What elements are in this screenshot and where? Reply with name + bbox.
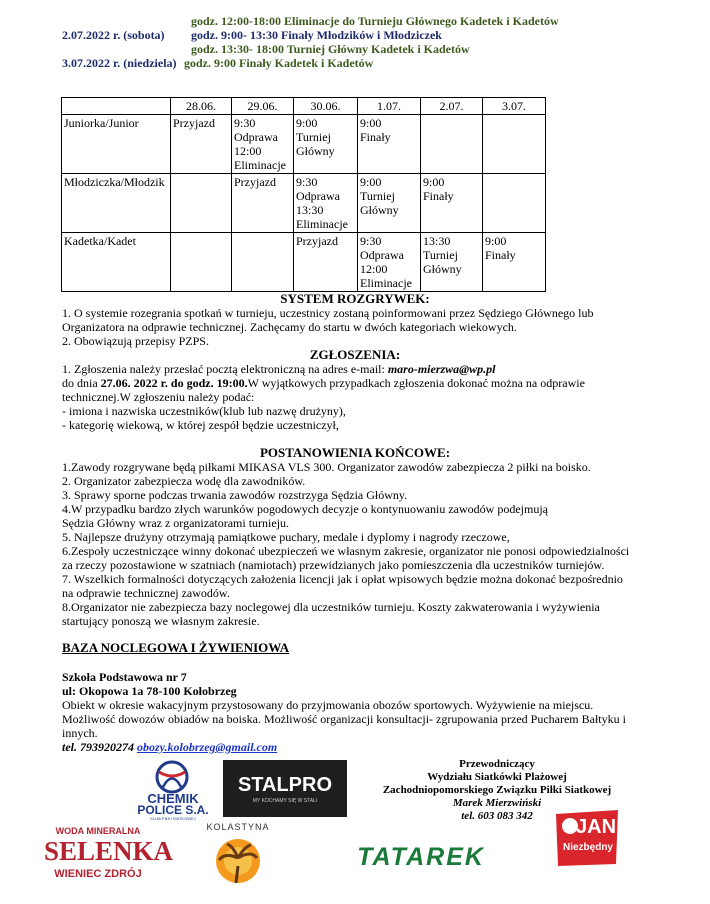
table-cell: 9:00 Turniej Główny bbox=[358, 174, 421, 233]
table-cell bbox=[171, 233, 232, 292]
baza-line-3: innych. bbox=[62, 726, 98, 740]
tatarek-text: TATAREK bbox=[357, 843, 485, 871]
table-cell bbox=[171, 174, 232, 233]
baza-phone: tel. 793920274 bbox=[62, 740, 137, 754]
table-row bbox=[62, 115, 546, 174]
signature-phone: tel. 603 083 342 bbox=[461, 810, 533, 822]
header-line-2: godz. 9:00- 13:30 Finały Młodzików i Młodziczek bbox=[191, 28, 442, 42]
header-line-1: godz. 12:00-18:00 Eliminacje do Turnieju Głównego Kadetek i Kadetów bbox=[191, 14, 559, 28]
kolastyna-logo bbox=[198, 822, 278, 888]
postanowienia-line: 5. Najlepsze drużyny otrzymają pamiątkowe puchary, medale i dyplomy i nagrody rzeczowe, bbox=[62, 530, 510, 544]
jan-text: JAN bbox=[576, 816, 617, 838]
table-cell bbox=[483, 115, 546, 174]
selenka-text: SELENKA bbox=[44, 836, 174, 866]
postanowienia-heading: POSTANOWIENIA KOŃCOWE: bbox=[259, 445, 451, 460]
baza-school: Szkoła Podstawowa nr 7 bbox=[62, 670, 187, 684]
postanowienia-line: 2. Organizator zabezpiecza wodę dla zawodników. bbox=[62, 474, 306, 488]
table-cell: 9:30 Odprawa 12:00 Eliminacje bbox=[358, 233, 421, 292]
postanowienia-line: startujący ponoszą we własnym zakresie. bbox=[62, 614, 260, 628]
chemik-text: CHEMIK bbox=[147, 791, 199, 806]
postanowienia-line: 8.Organizator nie zabezpiecza bazy noclegowej dla uczestników turnieju. Koszty zakwaterowania i wyżywienia bbox=[62, 600, 600, 614]
table-cell-category: Młodziczka/Młodzik bbox=[62, 174, 171, 233]
header-date-saturday: 2.07.2022 r. (sobota) bbox=[62, 28, 165, 42]
baza-address: ul: Okopowa 1a 78-100 Kołobrzeg bbox=[62, 684, 237, 698]
table-cell bbox=[483, 174, 546, 233]
zgloszenia-email[interactable]: maro-mierzwa@wp.pl bbox=[387, 362, 496, 376]
table-header-cell: 30.06. bbox=[294, 98, 358, 115]
baza-email-link[interactable]: obozy.kolobrzeg@gmail.com bbox=[137, 740, 278, 754]
zgloszenia-line-2 bbox=[62, 376, 585, 390]
selenka-logo bbox=[44, 826, 174, 886]
chemik-subtitle: KLUB PIŁKI SIATKOWEJ bbox=[150, 816, 196, 821]
postanowienia-line: 7. Wszelkich formalności dotyczących założenia licencji jak i opłat wpisowych będzie można dokonać bezpośrednio bbox=[62, 572, 623, 586]
table-cell bbox=[421, 115, 483, 174]
stalpro-text: STALPRO bbox=[237, 774, 333, 796]
header-line-4: godz. 9:00 Finały Kadetek i Kadetów bbox=[184, 56, 374, 70]
table-cell: Przyjazd bbox=[232, 174, 294, 233]
postanowienia-line: 3. Sprawy sporne podczas trwania zawodów rozstrzyga Sędzia Główny. bbox=[62, 488, 408, 502]
baza-heading: BAZA NOCLEGOWA I ŻYWIENIOWA bbox=[62, 640, 290, 655]
table-cell: Przyjazd bbox=[171, 115, 232, 174]
table-cell: 9:30 Odprawa 12:00 Eliminacje bbox=[232, 115, 294, 174]
postanowienia-line: 1.Zawody rozgrywane będą piłkami MIKASA VLS 300. Organizator zawodów zabezpiecza 2 piłki na boisko. bbox=[62, 460, 591, 474]
table-cell: 9:00 Turniej Główny bbox=[294, 115, 358, 174]
zgloszenia-line-4: - imiona i nazwiska uczestników(klub lub nazwę drużyny), bbox=[62, 404, 346, 418]
table-cell: 13:30 Turniej Główny bbox=[421, 233, 483, 292]
signature-department: Wydziału Siatkówki Plażowej bbox=[427, 771, 567, 783]
postanowienia-line: za rzeczy pozostawione w szatniach (namiotach) przewidzianych jako pomieszczenia dla uczestników turniejów. bbox=[62, 558, 605, 572]
zgloszenia-text: W wyjątkowych przypadkach zgłoszenia dokonać można na odprawie bbox=[247, 376, 585, 390]
table-cell: 9:00 Finały bbox=[483, 233, 546, 292]
system-line-1: 1. O systemie rozegrania spotkań w turnieju, uczestnicy zostaną poinformowani przez Sędziego Głównego lub bbox=[62, 306, 594, 320]
table-header-row bbox=[62, 98, 546, 115]
table-cell: 9:00 Finały bbox=[421, 174, 483, 233]
table-header-cell: 1.07. bbox=[358, 98, 421, 115]
tatarek-logo bbox=[336, 843, 506, 873]
table-cell-category: Juniorka/Junior bbox=[62, 115, 171, 174]
selenka-bottom-text: WIENIEC ZDRÓJ bbox=[54, 868, 142, 880]
postanowienia-line: Sędzia Główny wraz z organizatorami turnieju. bbox=[62, 516, 290, 530]
table-row bbox=[62, 174, 546, 233]
postanowienia-line: 4.W przypadku bardzo złych warunków pogodowych decyzje o kontynuowaniu zawodów podejmują bbox=[62, 502, 548, 516]
selenka-top-text: WODA MINERALNA bbox=[55, 826, 141, 836]
zgloszenia-line-1 bbox=[62, 362, 496, 376]
postanowienia-line: 6.Zespoły uczestniczące winny dokonać ubezpieczeń we własnym zakresie, organizator nie ponosi odpowiedzialności bbox=[62, 544, 630, 558]
header-line-3: godz. 13:30- 18:00 Turniej Główny Kadetek i Kadetów bbox=[191, 42, 470, 56]
kolastyna-text: KOLASTYNA bbox=[206, 822, 270, 832]
zgloszenia-text: do dnia bbox=[62, 376, 101, 390]
table-cell: 9:30 Odprawa 13:30 Eliminacje bbox=[294, 174, 358, 233]
system-line-3: 2. Obowiązują przepisy PZPS. bbox=[62, 334, 209, 348]
baza-contact bbox=[62, 740, 277, 754]
signature-name: Marek Mierzwiński bbox=[452, 797, 542, 809]
niezbedny-text: Niezbędny bbox=[562, 842, 613, 853]
table-header-cell: 28.06. bbox=[171, 98, 232, 115]
zgloszenia-line-3: technicznej.W zgłoszeniu należy podać: bbox=[62, 390, 255, 404]
signature-organization: Zachodniopomorskiego Związku Piłki Siatkowej bbox=[382, 784, 612, 796]
palm-icon bbox=[213, 836, 263, 886]
table-cell bbox=[232, 233, 294, 292]
baza-line-1: Obiekt w okresie wakacyjnym przystosowany do przyjmowania obozów sportowych. Wyżywienie na miejscu. bbox=[62, 698, 594, 712]
police-text: POLICE S.A. bbox=[137, 803, 209, 817]
table-cell-category: Kadetka/Kadet bbox=[62, 233, 171, 292]
table-cell: Przyjazd bbox=[294, 233, 358, 292]
table-header-cell: 3.07. bbox=[483, 98, 546, 115]
table-header-cell bbox=[62, 98, 171, 115]
stalpro-logo bbox=[223, 760, 347, 817]
table-header-cell: 29.06. bbox=[232, 98, 294, 115]
stalpro-subtitle: MY KOCHAMY SIĘ W STALI bbox=[252, 798, 318, 804]
zgloszenia-deadline: 27.06. 2022 r. do godz. 19:00. bbox=[100, 376, 248, 390]
zgloszenia-line-5: - kategorię wiekową, w której zespół będzie uczestniczył, bbox=[62, 418, 339, 432]
table-row bbox=[62, 233, 546, 292]
system-line-2: Organizatora na odprawie technicznej. Zachęcamy do startu w dwóch kategoriach wiekowych. bbox=[62, 320, 517, 334]
table-cell: 9:00 Finały bbox=[358, 115, 421, 174]
system-heading: SYSTEM ROZGRYWEK: bbox=[280, 291, 430, 306]
schedule-table bbox=[61, 97, 546, 292]
zgloszenia-text: 1. Zgłoszenia należy przesłać pocztą elektroniczną na adres e-mail: bbox=[62, 362, 388, 376]
header-date-sunday: 3.07.2022 r. (niedziela) bbox=[62, 56, 177, 70]
postanowienia-line: na odprawie technicznej zawodów. bbox=[62, 586, 230, 600]
table-header-cell: 2.07. bbox=[421, 98, 483, 115]
volleyball-icon bbox=[153, 760, 191, 794]
signature-title: Przewodniczący bbox=[459, 758, 535, 770]
jan-niezbedny-logo bbox=[552, 808, 622, 868]
chemik-police-logo bbox=[133, 760, 213, 822]
baza-line-2: Możliwość dowozów obiadów na boiska. Możliwość organizacji konsultacji- zgrupowania przed Pucharem Bałtyku i bbox=[62, 712, 626, 726]
zgloszenia-heading: ZGŁOSZENIA: bbox=[309, 347, 401, 362]
